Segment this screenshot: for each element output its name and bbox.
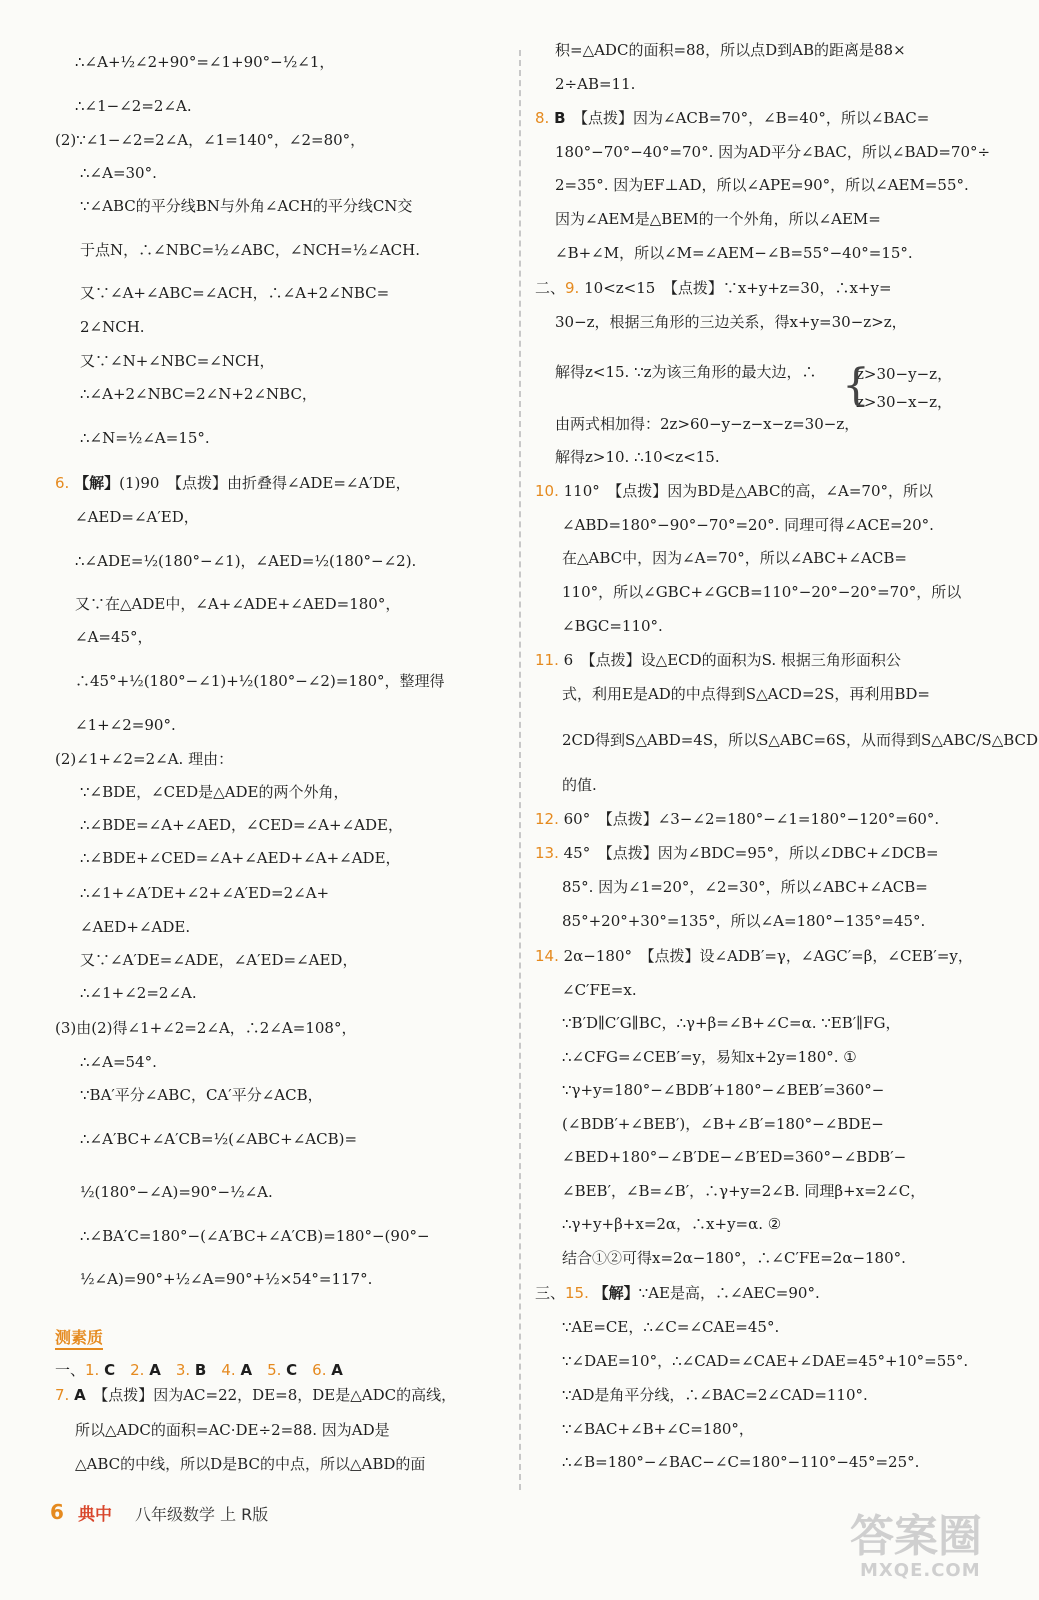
line-text: 6 【点拨】设△ECD的面积为S. 根据三角形面积公	[563, 651, 901, 669]
text-line	[80, 384, 317, 404]
line-text: ∴∠CFG=∠CEB′=y，易知x+2y=180°. ①	[562, 1048, 857, 1066]
text-line	[562, 1419, 754, 1439]
line-text: ∠AED=∠A′ED，	[75, 508, 199, 526]
text-line	[555, 40, 906, 60]
line-text: ∠C′FE=x.	[562, 981, 637, 999]
publisher-logo: 典中	[78, 1505, 112, 1525]
line-text: 110° 【点拨】因为BD是△ABC的高，∠A=70°，所以	[563, 482, 934, 500]
line-text: ∴∠BDE+∠CED=∠A+∠AED+∠A+∠ADE，	[80, 849, 401, 867]
text-line	[562, 548, 907, 568]
text-line	[75, 507, 199, 527]
line-text: ∴∠1−∠2=2∠A.	[75, 97, 192, 115]
text-line	[562, 730, 1038, 750]
question-number: 14.	[535, 947, 564, 965]
text-line	[75, 671, 445, 691]
text-line	[55, 130, 365, 150]
text-line	[80, 1226, 430, 1246]
line-text: ∴∠A=30°.	[80, 164, 157, 182]
text-line	[75, 1420, 390, 1440]
question-number: 15.	[565, 1284, 594, 1302]
text-line	[75, 551, 416, 571]
text-line	[80, 351, 275, 371]
text-line	[80, 950, 357, 970]
line-text: ½∠A)=90°+½∠A=90°+½×54°=117°.	[80, 1270, 373, 1288]
text-line	[562, 1114, 884, 1134]
solution-label: 【解】	[593, 1284, 639, 1302]
mc-number: 3.	[175, 1361, 195, 1379]
mc-letter: A	[240, 1361, 268, 1379]
line-text: 85°+20°+30°=135°，所以∠A=180°−135°=45°.	[562, 912, 926, 930]
text-line	[75, 715, 176, 735]
text-line	[562, 1080, 884, 1100]
text-line	[80, 163, 157, 183]
line-text: 110°，所以∠GBC+∠GCB=110°−20°−20°=70°，所以	[562, 583, 962, 601]
line-text: ∵∠BDE，∠CED是△ADE的两个外角，	[80, 783, 349, 801]
text-line	[562, 684, 930, 704]
line-text: (2)∵∠1−∠2=2∠A，∠1=140°，∠2=80°，	[55, 131, 366, 149]
mc-number: 5.	[267, 1361, 287, 1379]
line-text: ∠A=45°，	[75, 628, 153, 646]
text-line	[80, 782, 348, 802]
line-text: ∵BA′平分∠ABC，CA′平分∠ACB，	[80, 1086, 323, 1104]
line-text: 2÷AB=11.	[555, 75, 636, 93]
text-line	[75, 96, 192, 116]
line-text: 【点拨】因为∠ACB=70°，∠B=40°，所以∠BAC=	[580, 109, 930, 127]
text-line	[562, 1385, 868, 1405]
text-line	[562, 1013, 901, 1033]
line-text: ∵∠BAC+∠B+∠C=180°，	[562, 1420, 754, 1438]
text-line	[535, 946, 973, 966]
line-text: 2∠NCH.	[80, 318, 145, 336]
text-line	[80, 848, 401, 868]
text-line	[562, 1047, 857, 1067]
text-line	[562, 911, 925, 931]
mc-letter: A	[149, 1361, 176, 1379]
text-line	[535, 481, 933, 501]
text-line	[75, 1454, 425, 1474]
mc-letter: C	[286, 1361, 313, 1379]
line-text: ∠ABD=180°−90°−70°=20°. 同理可得∠ACE=20°.	[562, 516, 934, 534]
text-line	[55, 1385, 456, 1405]
text-line	[555, 312, 907, 332]
line-text: ∴∠N=½∠A=15°.	[80, 429, 210, 447]
line-text: (2)∠1+∠2=2∠A. 理由：	[55, 750, 234, 768]
page-number: 6	[50, 1500, 64, 1524]
line-text: 又∵∠N+∠NBC=∠NCH，	[80, 352, 275, 370]
text-line	[80, 1129, 357, 1149]
text-line	[555, 243, 913, 263]
mc-answer-row	[55, 1360, 358, 1380]
line-text: 积=△ADC的面积=88，所以点D到AB的距离是88×	[555, 41, 906, 59]
text-line	[535, 108, 929, 128]
question-number: 8.	[535, 109, 555, 127]
line-text: 所以△ADC的面积=AC·DE÷2=88. 因为AD是	[75, 1421, 390, 1439]
watermark-bottom: MXQE.COM	[860, 1560, 981, 1581]
text-line	[55, 1018, 356, 1038]
line-text: ∴∠A+2∠NBC=2∠N+2∠NBC，	[80, 385, 317, 403]
text-line	[555, 175, 969, 195]
line-text: ∵AE是高，∴∠AEC=90°.	[638, 1284, 820, 1302]
line-text: ∵∠DAE=10°，∴∠CAD=∠CAE+∠DAE=45°+10°=55°.	[562, 1352, 969, 1370]
line-text: ∴∠A+½∠2+90°=∠1+90°−½∠1，	[75, 53, 335, 71]
line-text: ∴∠BDE=∠A+∠AED，∠CED=∠A+∠ADE，	[80, 816, 403, 834]
line-text: ∠B+∠M，所以∠M=∠AEM−∠B=55°−40°=15°.	[555, 244, 913, 262]
text-line	[80, 1052, 157, 1072]
line-text: 10<z<15 【点拨】∵x+y+z=30，∴x+y=	[584, 279, 892, 297]
line-text: ∴∠A=54°.	[80, 1053, 157, 1071]
brace-icon: {	[842, 360, 870, 411]
text-line	[562, 980, 637, 1000]
text-line	[555, 362, 817, 382]
line-text: 在△ABC中，因为∠A=70°，所以∠ABC+∠ACB=	[562, 549, 907, 567]
text-line	[80, 240, 420, 260]
text-line	[55, 749, 233, 769]
text-line	[75, 627, 153, 647]
line-text: 又∵∠A+∠ABC=∠ACH，∴∠A+2∠NBC=	[80, 284, 390, 302]
watermark	[840, 1500, 1020, 1585]
text-line	[562, 582, 961, 602]
text-line	[555, 142, 990, 162]
line-text: 结合①②可得x=2α−180°，∴∠C′FE=2α−180°.	[562, 1249, 906, 1267]
mc-number: 1.	[85, 1361, 105, 1379]
line-text: 由两式相加得：2z>60−y−z−x−z=30−z，	[555, 415, 860, 433]
text-line	[562, 1248, 906, 1268]
inequality-system	[842, 360, 952, 416]
line-text: 因为∠AEM是△BEM的一个外角，所以∠AEM=	[555, 210, 881, 228]
text-line	[562, 616, 663, 636]
text-line	[562, 515, 934, 535]
line-text: ∵AE=CE，∴∠C=∠CAE=45°.	[562, 1318, 780, 1336]
text-line	[55, 473, 411, 493]
line-text: ∠AED+∠ADE.	[80, 918, 191, 936]
mc-number: 2.	[130, 1361, 150, 1379]
answer-letter: B	[554, 109, 581, 127]
section-prefix: 二、	[535, 279, 566, 297]
text-line	[562, 1147, 906, 1167]
line-text: ½(180°−∠A)=90°−½∠A.	[80, 1183, 273, 1201]
line-text: ∴∠B=180°−∠BAC−∠C=180°−110°−45°=25°.	[562, 1453, 920, 1471]
line-text: ∵B′D∥C′G∥BC，∴γ+β=∠B+∠C=α. ∵EB′∥FG，	[562, 1014, 901, 1032]
text-line	[562, 1214, 781, 1234]
line-text: 式，利用E是AD的中点得到S△ACD=2S，再利用BD=	[562, 685, 930, 703]
line-text: 又∵∠A′DE=∠ADE，∠A′ED=∠AED，	[80, 951, 358, 969]
line-text: 2CD得到S△ABD=4S，所以S△ABC=6S，从而得到S△ABC/S△BCD	[562, 731, 1039, 749]
line-text: (∠BDB′+∠BEB′)，∠B+∠B′=180°−∠BDE−	[562, 1115, 884, 1133]
text-line	[555, 414, 859, 434]
line-text: ∴γ+y+β+x=2α，∴x+y=α. ②	[562, 1215, 782, 1233]
answer-letter: A	[74, 1386, 101, 1404]
line-text: ∴∠1+∠A′DE+∠2+∠A′ED=2∠A+	[80, 884, 330, 902]
line-text: ∴45°+½(180°−∠1)+½(180°−∠2)=180°，整理得	[75, 672, 445, 690]
text-line	[562, 1317, 779, 1337]
line-text: 85°. 因为∠1=20°，∠2=30°，所以∠ABC+∠ACB=	[562, 878, 928, 896]
line-text: ∴∠ADE=½(180°−∠1)，∠AED=½(180°−∠2).	[75, 552, 417, 570]
text-line	[80, 815, 403, 835]
line-text: ∴∠A′BC+∠A′CB=½(∠ABC+∠ACB)=	[80, 1130, 358, 1148]
text-line	[555, 447, 720, 467]
question-number: 11.	[535, 651, 564, 669]
section-prefix: 三、	[535, 1284, 566, 1302]
line-text: ∵AD是角平分线，∴∠BAC=2∠CAD=110°.	[562, 1386, 868, 1404]
text-line	[535, 1283, 820, 1303]
line-text: 60° 【点拨】∠3−∠2=180°−∠1=180°−120°=60°.	[563, 810, 940, 828]
line-text: 180°−70°−40°=70°. 因为AD平分∠BAC，所以∠BAD=70°÷	[555, 143, 991, 161]
line-text: ∵γ+y=180°−∠BDB′+180°−∠BEB′=360°−	[562, 1081, 885, 1099]
brace-line-1: z>30−y−z，	[856, 365, 953, 383]
text-line	[80, 428, 210, 448]
mc-letter: B	[194, 1361, 222, 1379]
text-line	[562, 1452, 919, 1472]
text-line	[75, 52, 334, 72]
section-title: 测素质	[55, 1325, 103, 1350]
text-line	[80, 317, 145, 337]
line-text: 解得z>10. ∴10<z<15.	[555, 448, 720, 466]
mc-number: 4.	[221, 1361, 241, 1379]
question-number: 10.	[535, 482, 564, 500]
text-line	[562, 1351, 968, 1371]
line-text: 的值.	[562, 776, 597, 794]
text-line	[80, 883, 329, 903]
book-title: 八年级数学 上 R版	[135, 1505, 269, 1524]
text-line	[535, 650, 901, 670]
line-text: ∴∠BA′C=180°−(∠A′BC+∠A′CB)=180°−(90°−	[80, 1227, 430, 1245]
text-line	[80, 1085, 323, 1105]
text-line	[562, 1181, 925, 1201]
text-line	[80, 983, 197, 1003]
text-line	[80, 283, 389, 303]
question-number: 9.	[565, 279, 585, 297]
mc-letter: C	[104, 1361, 131, 1379]
question-number: 13.	[535, 844, 564, 862]
question-number: 12.	[535, 810, 564, 828]
mc-prefix: 一、	[55, 1361, 86, 1379]
mc-letter: A	[331, 1361, 358, 1379]
line-text: 45° 【点拨】因为∠BDC=95°，所以∠DBC+∠DCB=	[563, 844, 939, 862]
text-line	[80, 196, 412, 216]
question-number: 7.	[55, 1386, 75, 1404]
line-text: ∠1+∠2=90°.	[75, 716, 176, 734]
text-line	[555, 74, 635, 94]
text-line	[80, 917, 190, 937]
text-line	[80, 1269, 372, 1289]
line-text: ∠BGC=110°.	[562, 617, 663, 635]
line-text: ∴∠1+∠2=2∠A.	[80, 984, 197, 1002]
column-divider	[519, 50, 521, 1490]
text-line	[75, 594, 400, 614]
line-text: (1)90 【点拨】由折叠得∠ADE=∠A′DE，	[119, 474, 411, 492]
brace-line-2: z>30−x−z，	[856, 393, 953, 411]
question-number: 6.	[55, 474, 75, 492]
text-line	[535, 843, 939, 863]
mc-answers	[85, 1361, 358, 1379]
text-line	[535, 809, 939, 829]
line-text: △ABC的中线，所以D是BC的中点，所以△ABD的面	[75, 1455, 426, 1473]
text-line	[80, 1182, 273, 1202]
text-line	[555, 209, 881, 229]
text-line	[535, 278, 892, 298]
line-text: 2=35°. 因为EF⊥AD，所以∠APE=90°，所以∠AEM=55°.	[555, 176, 969, 194]
watermark-top: 答案圈	[850, 1511, 982, 1562]
line-text: 解得z<15. ∵z为该三角形的最大边，∴	[555, 363, 817, 381]
text-line	[562, 877, 928, 897]
solution-label: 【解】	[74, 474, 120, 492]
line-text: ∵∠ABC的平分线BN与外角∠ACH的平分线CN交	[80, 197, 413, 215]
line-text: 30−z，根据三角形的三边关系，得x+y=30−z>z，	[555, 313, 907, 331]
line-text: 又∵在△ADE中，∠A+∠ADE+∠AED=180°，	[75, 595, 401, 613]
line-text: 于点N，∴∠NBC=½∠ABC，∠NCH=½∠ACH.	[80, 241, 420, 259]
mc-number: 6.	[312, 1361, 332, 1379]
text-line	[562, 775, 597, 795]
line-text: 【点拨】因为AC=22，DE=8，DE是△ADC的高线，	[100, 1386, 457, 1404]
line-text: ∠BEB′，∠B=∠B′，∴γ+y=2∠B. 同理β+x=2∠C，	[562, 1182, 926, 1200]
line-text: 2α−180° 【点拨】设∠ADB′=γ，∠AGC′=β，∠CEB′=y，	[563, 947, 973, 965]
line-text: (3)由(2)得∠1+∠2=2∠A，∴2∠A=108°，	[55, 1019, 357, 1037]
line-text: ∠BED+180°−∠B′DE−∠B′ED=360°−∠BDB′−	[562, 1148, 907, 1166]
